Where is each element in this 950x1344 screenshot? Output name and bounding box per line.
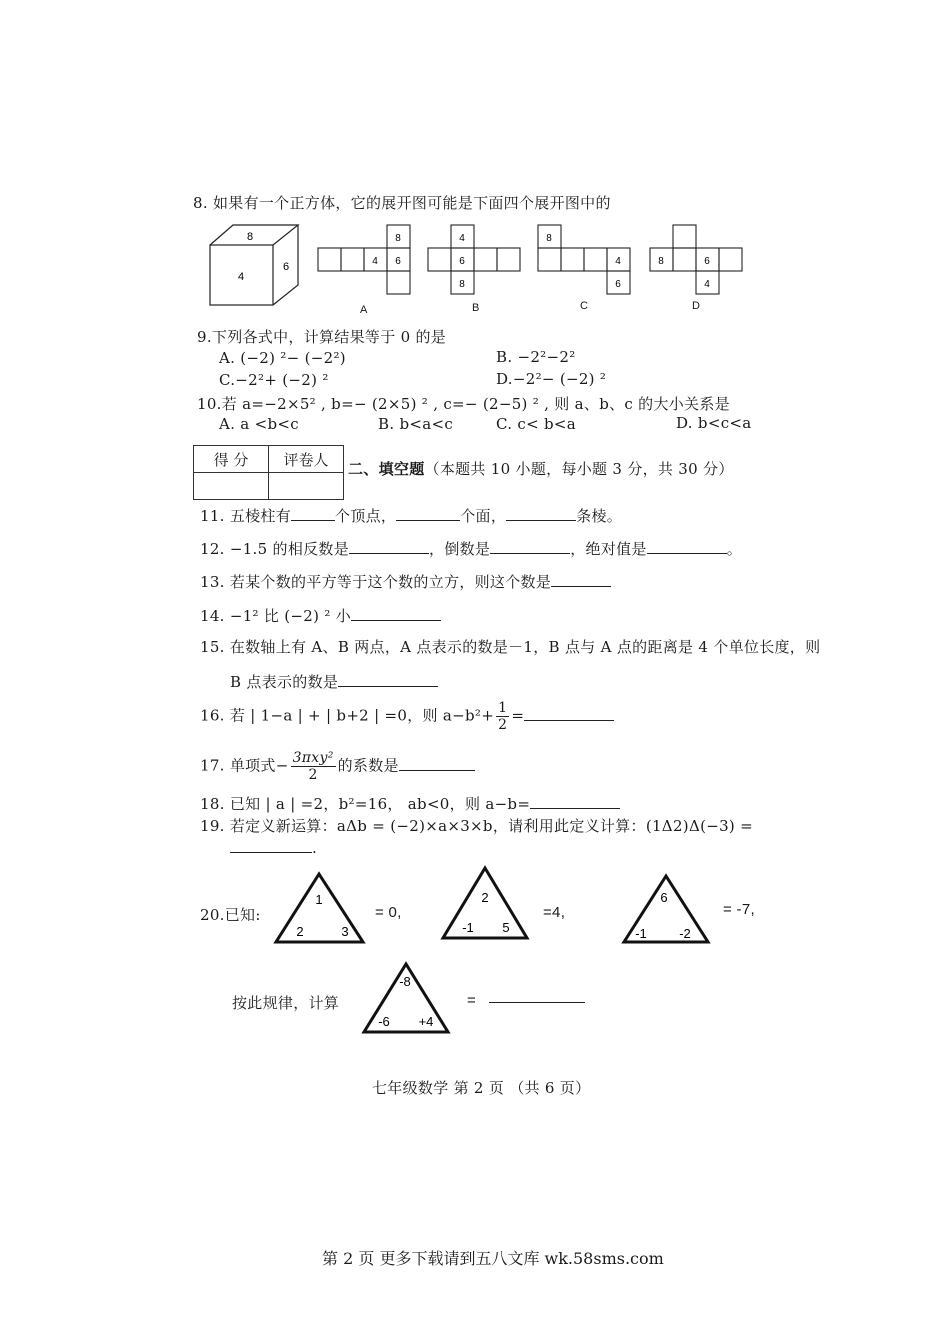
q9-option-a: A. (−2) ²− (−2²) — [219, 349, 346, 367]
q20-blank[interactable] — [489, 1002, 585, 1003]
q20-t1-left: 2 — [296, 924, 304, 939]
net-b-num-3: 8 — [459, 279, 465, 290]
net-a-num-3: 6 — [395, 256, 401, 267]
q12-blank-3[interactable] — [647, 539, 727, 554]
q14 — [200, 605, 441, 626]
q20-t1-top: 1 — [315, 892, 323, 907]
q19-line-1: 19. 若定义新运算：aΔb = (−2)×a×3×b，请利用此定义计算：(1Δ2)Δ(−3) = — [200, 817, 754, 835]
q20-t2-top: 2 — [481, 890, 489, 905]
q18 — [200, 793, 620, 814]
q19-blank[interactable] — [230, 838, 312, 853]
q10-option-c: C. c< b<a — [496, 415, 577, 433]
q20-t3-result: = -7, — [723, 901, 755, 918]
q20-t3-left: -1 — [635, 926, 647, 941]
q10-stem: 10.若 a=−2×5² , b=− (2×5) ² , c=− (2−5) ² , 则 a、b、c 的大小关系是 — [197, 395, 730, 413]
cube-side-number: 6 — [282, 261, 290, 273]
watermark-text: 第 2 页 更多下载请到五八文库 wk.58sms.com — [322, 1249, 664, 1268]
q15-line-2 — [230, 671, 438, 692]
q15-line-1: 15. 在数轴上有 A、B 两点，A 点表示的数是－1，B 点与 A 点的距离是 4 个单位长度，则 — [200, 638, 821, 656]
net-d-num-1: 8 — [658, 256, 664, 267]
q9-stem: 9.下列各式中，计算结果等于 0 的是 — [197, 328, 447, 346]
net-a-label: A — [360, 304, 368, 316]
q10-option-a: A. a <b<c — [219, 415, 299, 433]
q18-blank[interactable] — [530, 794, 620, 809]
q20-t1-right: 3 — [341, 924, 349, 939]
q11-blank-2[interactable] — [396, 506, 460, 521]
q17-blank[interactable] — [399, 756, 475, 771]
q10-option-d: D. b<c<a — [676, 414, 752, 432]
q15-text: B 点表示的数是 — [230, 673, 339, 691]
q13 — [200, 571, 611, 592]
net-b-label: B — [472, 302, 480, 314]
q19-line-2 — [230, 838, 317, 857]
q16-part-2: = — [511, 706, 525, 725]
q17-fraction — [291, 750, 336, 783]
net-a-num-1: 8 — [395, 233, 401, 244]
q9-option-b: B. −2²−2² — [496, 348, 576, 366]
q12-part-2: ，倒数是 — [429, 540, 491, 558]
net-c-num-1: 8 — [546, 233, 552, 244]
q20-t3-top: 6 — [660, 890, 668, 905]
q17-denominator: 2 — [308, 767, 318, 783]
cube-and-nets — [205, 220, 765, 320]
q20-triangle-2 — [440, 864, 530, 942]
q13-blank[interactable] — [551, 572, 611, 587]
q11-blank-1[interactable] — [291, 506, 335, 521]
section-2-title: 二、填空题 — [348, 460, 425, 478]
q20-t1-result: = 0, — [375, 904, 402, 921]
q15-blank[interactable] — [338, 672, 438, 687]
q20-triangle-3 — [620, 872, 712, 946]
q17-part-2: 的系数是 — [337, 756, 399, 775]
q20-q-left: -6 — [378, 1014, 390, 1029]
net-a-num-2: 4 — [372, 256, 378, 267]
q12-part-3: ，绝对值是 — [570, 540, 647, 558]
q10-option-b: B. b<a<c — [378, 415, 454, 433]
q11-part-1: 11. 五棱柱有 — [200, 507, 292, 525]
q20-t2-right: 5 — [502, 920, 510, 935]
q16-blank[interactable] — [524, 706, 614, 721]
net-c-num-2: 4 — [615, 256, 621, 267]
q20-q-top: -8 — [399, 974, 411, 989]
score-table — [193, 445, 344, 500]
q9-option-c: C.−2²+ (−2) ² — [219, 371, 329, 389]
score-header: 得 分 — [194, 446, 269, 473]
q20-t2-left: -1 — [462, 920, 474, 935]
cube-top-number: 8 — [246, 231, 254, 243]
q11 — [200, 505, 622, 526]
q16 — [200, 700, 614, 733]
net-b-num-1: 4 — [459, 233, 465, 244]
net-d-label: D — [692, 300, 700, 312]
net-d — [650, 225, 742, 294]
q16-numerator: 1 — [498, 700, 508, 716]
q20-ask: 按此规律，计算 — [232, 994, 340, 1012]
q8-figures — [205, 220, 765, 324]
net-d-num-2: 6 — [704, 256, 710, 267]
q8-text: 8. 如果有一个正方体，它的展开图可能是下面四个展开图中的 — [193, 194, 611, 212]
q16-denominator: 2 — [498, 717, 508, 733]
net-c-label: C — [580, 300, 588, 312]
q11-part-3: 个面， — [460, 507, 507, 525]
q11-part-4: 条棱。 — [576, 507, 623, 525]
net-c-num-3: 6 — [615, 279, 621, 290]
q12-part-4: 。 — [726, 540, 743, 558]
q11-part-2: 个顶点， — [335, 507, 397, 525]
q20-q-right: +4 — [418, 1014, 434, 1029]
q9-option-d: D.−2²− (−2) ² — [496, 370, 607, 388]
page-footer: 七年级数学 第 2 页 （共 6 页） — [372, 1079, 591, 1097]
q18-text: 18. 已知 | a | =2，b²=16， ab<0，则 a−b= — [200, 795, 531, 813]
section-2-note: （本题共 10 小题，每小题 3 分，共 30 分） — [424, 460, 734, 478]
q20-prefix: 20.已知: — [200, 906, 261, 924]
q20-triangle-1 — [272, 870, 367, 946]
q12-part-1: 12. −1.5 的相反数是 — [200, 540, 350, 558]
q20-query-equals: = — [467, 992, 477, 1009]
q13-text: 13. 若某个数的平方等于这个数的立方，则这个数是 — [200, 573, 552, 591]
q16-fraction — [496, 700, 509, 733]
grader-header: 评卷人 — [269, 446, 344, 473]
grader-cell — [269, 473, 344, 500]
q12-blank-1[interactable] — [349, 539, 429, 554]
q20-query-triangle — [360, 960, 452, 1036]
q14-blank[interactable] — [351, 606, 441, 621]
cube-front-number: 4 — [237, 271, 245, 283]
q16-part-1: 16. 若 | 1−a | + | b+2 | =0，则 a−b²+ — [200, 706, 495, 725]
q20-t3-right: -2 — [679, 926, 691, 941]
q17-part-1: 17. 单项式− — [200, 756, 289, 775]
score-cell — [194, 473, 269, 500]
q12-blank-2[interactable] — [490, 539, 570, 554]
q19-end: . — [312, 839, 318, 857]
q11-blank-3[interactable] — [506, 506, 576, 521]
net-b — [428, 225, 520, 294]
q20-query-result — [467, 992, 476, 1009]
q12 — [200, 538, 742, 559]
net-d-num-3: 4 — [704, 279, 710, 290]
net-b-num-2: 6 — [459, 256, 465, 267]
q14-text: 14. −1² 比 (−2) ² 小 — [200, 607, 352, 625]
q17-numerator: 3πxy² — [292, 750, 334, 766]
q20-t2-result: =4, — [543, 904, 566, 921]
q17 — [200, 750, 475, 783]
section-2-header — [348, 458, 734, 479]
